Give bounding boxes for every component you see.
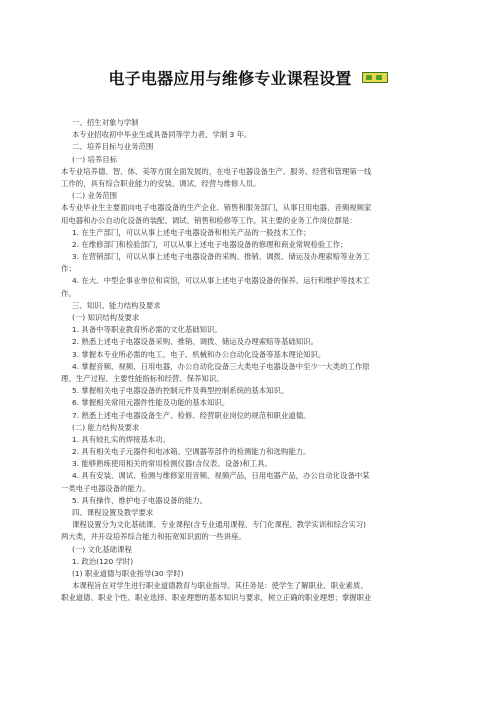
text-line: 1. 具有较扎实的焊接基本功。 — [72, 434, 171, 444]
text-line: 2. 具有相关电子元器件和电冰箱、空调器等部件的检测能力和选购能力。 — [72, 447, 311, 457]
text-line: 4. 具有安装、调试、检测与维修家用音频、视频产品，日用电器产品，办公自动化设备中某 — [72, 471, 370, 481]
document-title: 电子电器应用与维修专业课程设置 — [108, 69, 352, 88]
document-body — [61, 117, 439, 605]
text-line: 1. 政治(120 学时) — [72, 556, 134, 566]
text-line: 二、培养目标与业务范围 — [72, 142, 154, 152]
text-line: 1. 具备中等职业教育所必需的文化基础知识。 — [72, 325, 222, 335]
text-line: 理、生产过程、主要性能指标和经营、保养知识。 — [61, 373, 224, 383]
text-line: 四、课程设置及教学要求 — [72, 508, 154, 517]
text-line: (二) 业务范围 — [72, 191, 118, 201]
text-line: (二) 能力结构及要求 — [72, 422, 140, 432]
text-line: 7. 熟悉上述电子电器设备生产、检修、经营职业岗位的规范和职业道德。 — [72, 410, 311, 420]
text-line: (一) 文化基础课程 — [72, 544, 132, 554]
text-line: 2. 在维修部门和检验部门，可以从事上述电子电器设备的修理和商业常规检验工作； — [72, 239, 348, 249]
title-row — [0, 66, 496, 89]
text-line: (一) 知识结构及要求 — [72, 313, 140, 322]
text-line: 职业道德、职业个性、职业选择、职业理想的基本知识与要求，树立正确的职业理想；掌握职业 — [61, 593, 372, 603]
text-line: 5. 掌握相关电子电器设备的控制元件及典型控制系统的基本知识。 — [72, 386, 289, 396]
text-line: 一、招生对象与学制 — [72, 118, 139, 127]
text-line: 作； — [61, 264, 76, 274]
text-line: 用电器和办公自动化设备的装配、调试、销售和检修等工作。其主要的业务工作岗位群是： — [61, 215, 357, 225]
text-line: 工作的，具有综合职业能力的安装、调试、经营与维修人员。 — [61, 178, 261, 188]
text-line: 课程设置分为文化基础课、专业课程(含专业通用课程、专门化课程、教学实训和综合实习) — [72, 520, 367, 530]
text-line: (1) 职业道德与职业指导(30 学时) — [72, 568, 184, 578]
text-line: 3. 掌握本专业所必需的电工、电子、机械和办公自动化设备等基本理论知识。 — [72, 349, 326, 359]
text-line: (一) 培养目标 — [72, 154, 118, 164]
text-line: 三、知识、能力结构及要求 — [72, 300, 161, 310]
text-line: 5. 具有操作、维护电子电器设备的能力。 — [72, 495, 208, 505]
text-line: 2. 熟悉上述电子电器设备采购、推销、调拨、储运及办理索赔等基础知识。 — [72, 337, 318, 347]
text-line: 4. 掌握音频、视频、日用电器，办公自动化设备三大类电子电器设备中至少一大类的工作原 — [72, 361, 370, 371]
text-line: 4. 在大、中型企事业单位和宾馆，可以从事上述电子电器设备的保养、运行和维护等技术工 — [72, 276, 370, 286]
text-line: 两大类，并开设培养综合能力和拓宽知识面的一些讲座。 — [61, 532, 246, 542]
decorative-badge-icon — [362, 72, 388, 83]
text-line: 6. 掌握相关常用元器件性能及功能的基本知识。 — [72, 398, 230, 408]
text-line: 作。 — [61, 288, 76, 298]
text-line: 本专业培养德、智、体、美等方面全面发展的，在电子电器设备生产、服务、经营和管理第一线 — [61, 166, 372, 176]
text-line: 1. 在生产部门，可以从事上述电子电器设备和相关产品的一般技术工作； — [72, 227, 311, 237]
text-line: 一类电子电器设备的能力。 — [61, 483, 150, 493]
text-line: 3. 能够熟练使用相关的常用检测仪器(含仪表、设备)和工具。 — [72, 459, 272, 469]
text-line: 本专业毕业生主要面向电子电器设备的生产企业、销售和服务部门，从事日用电器、音频视频家 — [61, 203, 372, 213]
text-line: 本专业招收初中毕业生或具备同等学力者，学制 3 年。 — [72, 130, 252, 140]
text-line: 3. 在营销部门，可以从事上述电子电器设备的采购、推销、调拨、储运及办理索赔等业务工 — [72, 252, 370, 262]
text-line: 本课程旨在对学生进行职业道德教育与职业指导。其任务是：使学生了解职业、职业素质、 — [72, 581, 368, 591]
